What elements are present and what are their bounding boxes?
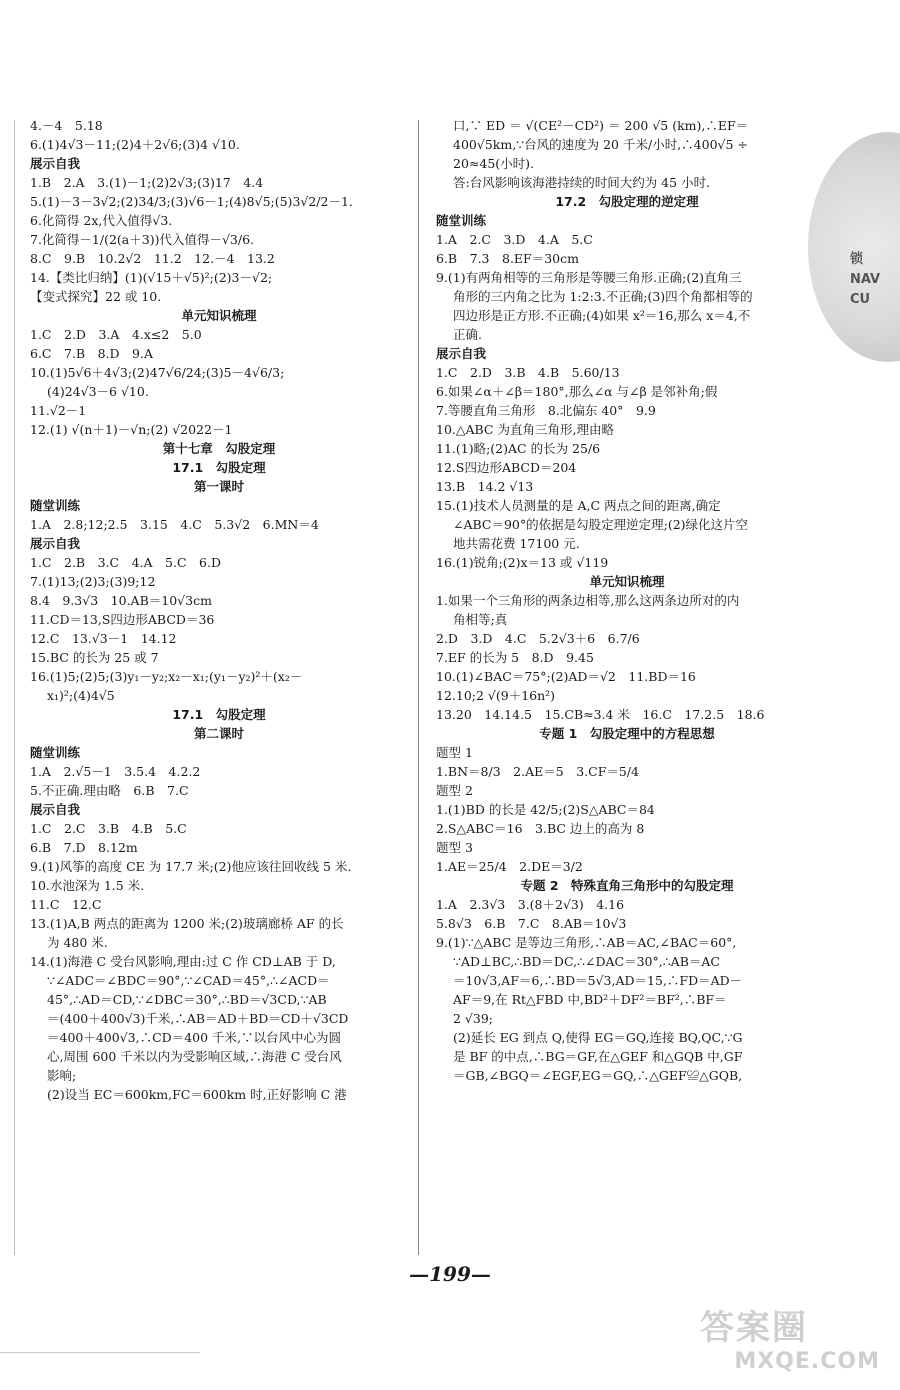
stamp-seal-text — [850, 250, 880, 310]
answer-line: 11.C 12.C — [30, 897, 102, 912]
answer-line: 口,∵ ED ＝ √(CE²－CD²) ＝ 200 √5 (km),∴EF＝ — [453, 118, 749, 133]
answer-line: 地共需花费 17100 元. — [453, 536, 580, 551]
answer-line: 10.(1)5√6＋4√3;(2)47√6/24;(3)5－4√6/3; — [30, 365, 285, 380]
stamp-seal — [808, 132, 900, 362]
watermark-top: 答案圈 — [700, 1308, 808, 1348]
answer-line: 1.AE＝25/4 2.DE＝3/2 — [436, 859, 583, 874]
answer-line: 11.(1)略;(2)AC 的长为 25/6 — [436, 441, 601, 456]
answer-line: 12.C 13.√3－1 14.12 — [30, 631, 177, 646]
answer-line: 12.10;2 √(9＋16n²) — [436, 688, 556, 703]
answer-line: 12.S四边形ABCD＝204 — [436, 460, 577, 475]
answer-line: (4)24√3－6 √10. — [47, 384, 149, 399]
answer-line: 1.A 2.8;12;2.5 3.15 4.C 5.3√2 6.MN＝4 — [30, 517, 319, 532]
section-heading: 展示自我 — [436, 346, 487, 361]
answer-line: 1.A 2.3√3 3.(8＋2√3) 4.16 — [436, 897, 625, 912]
answer-line: 7.化简得－1/(2(a＋3))代入值得－√3/6. — [30, 232, 255, 247]
answer-line: 题型 1 — [436, 745, 473, 760]
left-column — [30, 116, 408, 1104]
answer-line: 4.－4 5.18 — [30, 118, 103, 133]
answer-line: 8.C 9.B 10.2√2 11.2 12.－4 13.2 — [30, 251, 275, 266]
answer-line: 1.(1)BD 的长是 42/5;(2)S△ABC＝84 — [436, 802, 655, 817]
answer-line: 45°,∴AD＝CD,∵∠DBC＝30°,∴BD＝√3CD,∵AB — [47, 992, 327, 1007]
answer-line: 6.B 7.3 8.EF＝30cm — [436, 251, 579, 266]
answer-line: 20≈45(小时). — [453, 156, 535, 171]
answer-line: 为 480 米. — [47, 935, 108, 950]
answer-line: 6.化简得 2x,代入值得√3. — [30, 213, 173, 228]
answer-line: 2 √39; — [453, 1011, 494, 1026]
section-title: 17.1 勾股定理 — [172, 460, 266, 475]
answer-line: 【变式探究】22 或 10. — [30, 289, 162, 304]
answer-line: (2)设当 EC＝600km,FC＝600km 时,正好影响 C 港 — [47, 1087, 347, 1102]
answer-line: 题型 2 — [436, 783, 473, 798]
answer-line: 2.D 3.D 4.C 5.2√3＋6 6.7/6 — [436, 631, 640, 646]
answer-line: 5.8√3 6.B 7.C 8.AB＝10√3 — [436, 916, 627, 931]
left-margin-rule — [14, 120, 15, 1255]
answer-line: 答:台风影响该海港持续的时间大约为 45 小时. — [453, 175, 711, 190]
answer-line: 15.(1)技术人员测量的是 A,C 两点之间的距离,确定 — [436, 498, 721, 513]
answer-line: x₁)²;(4)4√5 — [47, 688, 115, 703]
answer-line: 8.4 9.3√3 10.AB＝10√3cm — [30, 593, 212, 608]
answer-line: 1.C 2.D 3.A 4.x≤2 5.0 — [30, 327, 202, 342]
answer-line: 14.【类比归纳】(1)(√15＋√5)²;(2)3－√2; — [30, 270, 273, 285]
section-heading: 随堂训练 — [30, 498, 81, 513]
watermark-logo — [700, 1300, 890, 1380]
answer-line: 1.C 2.D 3.B 4.B 5.60/13 — [436, 365, 620, 380]
answer-line: 7.(1)13;(2)3;(3)9;12 — [30, 574, 156, 589]
answer-line: 1.B 2.A 3.(1)－1;(2)2√3;(3)17 4.4 — [30, 175, 264, 190]
section-title: 第二课时 — [193, 726, 244, 741]
answer-line: 12.(1) √(n＋1)－√n;(2) √2022－1 — [30, 422, 233, 437]
answer-line: 14.(1)海港 C 受台风影响,理由:过 C 作 CD⊥AB 于 D, — [30, 954, 336, 969]
answer-line: ＝10√3,AF＝6,∴BD＝5√3,AD＝15,∴FD＝AD－ — [453, 973, 743, 988]
section-title: 第十七章 勾股定理 — [162, 441, 276, 456]
answer-line: 1.如果一个三角形的两条边相等,那么这两条边所对的内 — [436, 593, 740, 608]
section-heading: 展示自我 — [30, 536, 81, 551]
answer-line: 10.水池深为 1.5 米. — [30, 878, 145, 893]
answer-line: 15.BC 的长为 25 或 7 — [30, 650, 159, 665]
answer-line: ＝(400＋400√3)千米,∴AB＝AD＋BD＝CD＋√3CD — [47, 1011, 349, 1026]
answer-line: AF＝9,在 Rt△FBD 中,BD²＋DF²＝BF²,∴BF＝ — [453, 992, 727, 1007]
answer-line: ∵AD⊥BC,∴BD＝DC,∴∠DAC＝30°,∴AB＝AC — [453, 954, 720, 969]
answer-line: 13.B 14.2 √13 — [436, 479, 534, 494]
answer-line: 10.△ABC 为直角三角形,理由略 — [436, 422, 614, 437]
answer-line: 5.不正确.理由略 6.B 7.C — [30, 783, 189, 798]
section-heading: 随堂训练 — [30, 745, 81, 760]
right-column — [436, 116, 818, 1085]
answer-line: 1.C 2.B 3.C 4.A 5.C 6.D — [30, 555, 221, 570]
answer-line: ＝GB,∠BGQ＝∠EGF,EG＝GQ,∴△GEF≌△GQB, — [453, 1068, 743, 1083]
stamp-line: 锁 — [850, 252, 864, 267]
column-divider — [418, 120, 419, 1255]
answer-line: 影响; — [47, 1068, 77, 1083]
answer-line: 13.(1)A,B 两点的距离为 1200 米;(2)玻璃廊桥 AF 的长 — [30, 916, 344, 931]
answer-line: 6.B 7.D 8.12m — [30, 840, 138, 855]
answer-line: 是 BF 的中点,∴BG＝GF,在△GEF 和△GQB 中,GF — [453, 1049, 743, 1064]
answer-line: 1.C 2.C 3.B 4.B 5.C — [30, 821, 187, 836]
answer-line: ∵∠ADC＝∠BDC＝90°,∵∠CAD＝45°,∴∠ACD＝ — [47, 973, 330, 988]
watermark-bottom: MXQE.COM — [734, 1349, 880, 1374]
answer-line: 16.(1)锐角;(2)x＝13 或 √119 — [436, 555, 609, 570]
answer-line: 9.(1)∵△ABC 是等边三角形,∴AB＝AC,∠BAC＝60°, — [436, 935, 737, 950]
answer-line: 1.A 2.C 3.D 4.A 5.C — [436, 232, 593, 247]
answer-line: 7.EF 的长为 5 8.D 9.45 — [436, 650, 594, 665]
section-heading: 展示自我 — [30, 802, 81, 817]
answer-line: 6.(1)4√3－11;(2)4＋2√6;(3)4 √10. — [30, 137, 240, 152]
answer-line: 题型 3 — [436, 840, 473, 855]
answer-line: 16.(1)5;(2)5;(3)y₁－y₂;x₂－x₁;(y₁－y₂)²＋(x₂－ — [30, 669, 303, 684]
answer-line: 11.√2－1 — [30, 403, 87, 418]
answer-line: 10.(1)∠BAC＝75°;(2)AD＝√2 11.BD＝16 — [436, 669, 696, 684]
section-title: 专题 1 勾股定理中的方程思想 — [539, 726, 715, 741]
section-title: 单元知识梳理 — [181, 308, 257, 323]
answer-line: 13.20 14.14.5 15.CB≈3.4 米 16.C 17.2.5 18.6 — [436, 707, 765, 722]
answer-line: 角形的三内角之比为 1:2:3.不正确;(3)四个角都相等的 — [453, 289, 753, 304]
answer-line: 角相等;真 — [453, 612, 508, 627]
answer-line: 心,周围 600 千米以内为受影响区域,∴海港 C 受台风 — [47, 1049, 342, 1064]
answer-line: (2)延长 EG 到点 Q,使得 EG＝GQ,连接 BQ,QC,∵G — [453, 1030, 743, 1045]
answer-line: ∠ABC＝90°的依据是勾股定理逆定理;(2)绿化这片空 — [453, 517, 749, 532]
section-heading: 展示自我 — [30, 156, 81, 171]
section-title: 专题 2 特殊直角三角形中的勾股定理 — [520, 878, 734, 893]
answer-line: ＝400＋400√3,∴CD＝400 千米,∵以台风中心为圆 — [47, 1030, 342, 1045]
page-number: —199— — [409, 1262, 491, 1286]
answer-line: 7.等腰直角三角形 8.北偏东 40° 9.9 — [436, 403, 656, 418]
answer-line: 四边形是正方形.不正确;(4)如果 x²＝16,那么 x＝4,不 — [453, 308, 751, 323]
stamp-line: CU — [850, 292, 871, 307]
answer-line: 6.如果∠α＋∠β＝180°,那么∠α 与∠β 是邻补角;假 — [436, 384, 718, 399]
answer-line: 9.(1)风筝的高度 CE 为 17.7 米;(2)他应该往回收线 5 米. — [30, 859, 352, 874]
section-title: 单元知识梳理 — [589, 574, 665, 589]
answer-line: 11.CD＝13,S四边形ABCD＝36 — [30, 612, 215, 627]
answer-line: 1.BN＝8/3 2.AE＝5 3.CF＝5/4 — [436, 764, 639, 779]
stamp-line: NAV — [850, 272, 881, 287]
answer-line: 5.(1)－3－3√2;(2)34/3;(3)√6－1;(4)8√5;(5)3√2/2－1. — [30, 194, 353, 209]
answer-line: 9.(1)有两角相等的三角形是等腰三角形.正确;(2)直角三 — [436, 270, 742, 285]
scan-artifact-line — [0, 1352, 200, 1353]
section-title: 17.1 勾股定理 — [172, 707, 266, 722]
answer-line: 2.S△ABC＝16 3.BC 边上的高为 8 — [436, 821, 645, 836]
section-title: 第一课时 — [193, 479, 244, 494]
answer-line: 400√5km,∵台风的速度为 20 千米/小时,∴400√5 ÷ — [453, 137, 748, 152]
answer-line: 6.C 7.B 8.D 9.A — [30, 346, 154, 361]
section-heading: 随堂训练 — [436, 213, 487, 228]
answer-line: 1.A 2.√5－1 3.5.4 4.2.2 — [30, 764, 201, 779]
section-title: 17.2 勾股定理的逆定理 — [555, 194, 699, 209]
answer-line: 正确. — [453, 327, 482, 342]
